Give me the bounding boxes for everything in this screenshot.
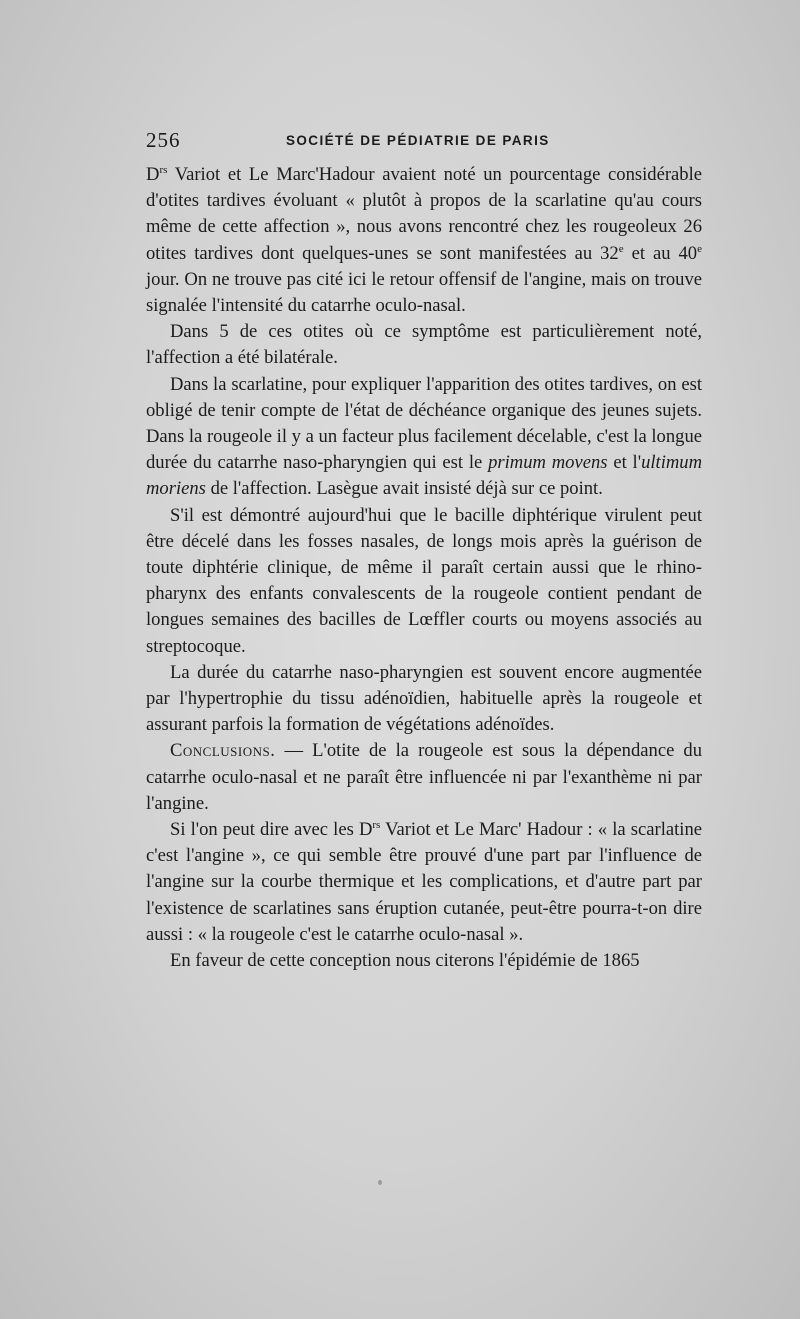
- conclusions-label: Conclusions.: [170, 740, 276, 762]
- paragraph-4: S'il est démontré aujourd'hui que le bacille diphtérique virulent peut être décelé dans les fosses nasales, de longs mois après la guérison de toute diphtérie clinique, de même il paraît certain aussi que le rhino-pharynx des enfants convalescents de la rougeole contient pendant de longues semaines des bacilles de Lœffler courts ou moyens associés au streptocoque.: [146, 504, 702, 657]
- latin-ultimum-moriens: ultimum moriens: [146, 452, 703, 500]
- paragraph-7: [146, 817, 702, 948]
- latin-primum-movens: primum movens: [488, 452, 608, 474]
- print-speck: [378, 1180, 382, 1185]
- ordinal-sup-2: e: [697, 242, 702, 255]
- paragraph-3-b: et l': [607, 452, 642, 474]
- paragraph-6: [146, 738, 702, 817]
- paragraph-3-a: Dans la scarlatine, pour expliquer l'apparition des otites tardives, on est obligé de tenir compte de l'état de déchéance organique des jeunes sujets. Dans la rougeole il y a un facteur plus facilement décelable, c'est la longue durée du catarrhe naso-pharyngien qui est le: [146, 373, 702, 474]
- running-title: SOCIÉTÉ DE PÉDIATRIE DE PARIS: [286, 133, 550, 148]
- doctors-abbrev-sup-2: rs: [372, 818, 381, 831]
- ordinal-sup-1: e: [618, 242, 624, 255]
- paragraph-8: En faveur de cette conception nous citerons l'épidémie de 1865: [170, 950, 640, 972]
- paragraph-1-text: Variot et Le Marc'Hadour avaient noté un pourcentage considérable d'otites tardives évoluant « plutôt à propos de la scarlatine qu'au cours même de cette affection », nous avons rencontré chez les rougeoleux 26 otites tardives dont quelques-unes se sont manifestées au 32: [146, 164, 702, 264]
- body-text: [146, 162, 702, 974]
- paragraph-1-mid: et au 40: [623, 242, 698, 264]
- paragraph-1-end: jour. On ne trouve pas cité ici le retour offensif de l'angine, mais on trouve signalée l'intensité du catarrhe oculo-nasal.: [146, 268, 702, 317]
- paragraph-2: Dans 5 de ces otites où ce symptôme est particulièrement noté, l'affection a été bilatérale.: [146, 321, 702, 369]
- page-number: 256: [146, 128, 181, 152]
- paragraph-7-b: Variot et Le Marc' Hadour : « la scarlatine c'est l'angine », ce qui semble être prouvé d'une part par l'influence de l'angine sur la courbe thermique et les complications, et d'autre part par l'existence de scarlatines sans éruption cutanée, peut-être pourra-t-on dire aussi : « la rougeole c'est le catarrhe oculo-nasal ».: [146, 819, 702, 945]
- paragraph-3: [146, 372, 702, 503]
- paragraph-1: [146, 162, 702, 319]
- paragraph-3-c: de l'affection. Lasègue avait insisté déjà sur ce point.: [205, 478, 603, 500]
- paragraph-6-text: — L'otite de la rougeole est sous la dépendance du catarrhe oculo-nasal et ne paraît être influencée ni par l'exanthème ni par l'angine.: [146, 740, 702, 814]
- doctors-abbrev: D: [146, 164, 160, 185]
- paragraph-5: La durée du catarrhe naso-pharyngien est souvent encore augmentée par l'hypertrophie du tissu adénoïdien, habituelle après la rougeole et assurant parfois la formation de végétations adénoïdes.: [146, 661, 702, 736]
- doctors-abbrev-sup: rs: [159, 163, 168, 176]
- paragraph-7-a: Si l'on peut dire avec les D: [170, 819, 373, 841]
